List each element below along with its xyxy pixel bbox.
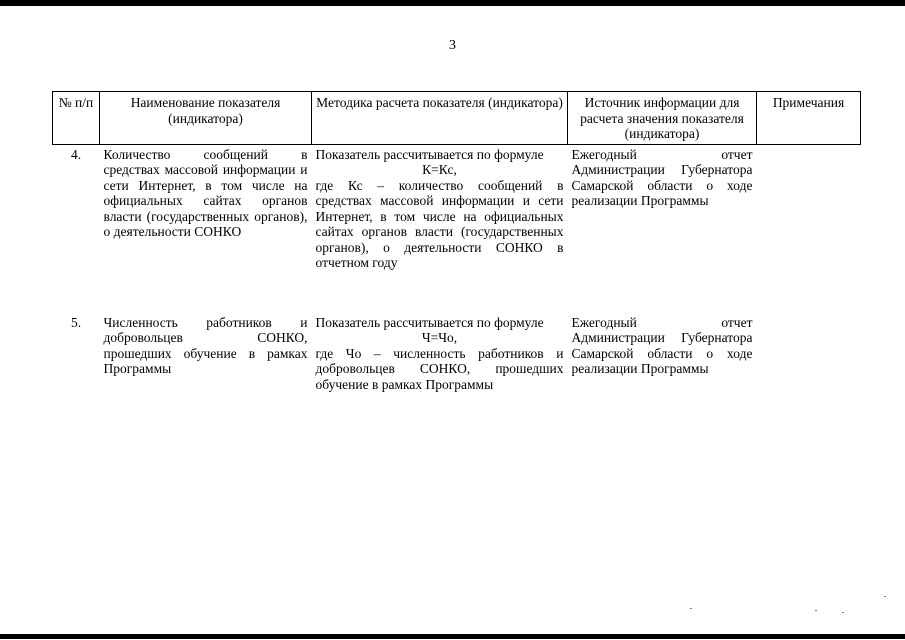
information-source: Ежегодный отчет Администрации Губернатора Самарской области о ходе реализации Программы (571, 146, 753, 208)
calculation-method (312, 144, 568, 315)
formula: Ч=Чо, (421, 330, 458, 345)
notes (757, 315, 861, 393)
scan-speck (690, 608, 692, 609)
indicator-name: Количество сообщений в средствах массовой информации и сети Интернет, в том числе на официальных сайтах органов власти (государственных органов), о деятельности СОНКО (103, 146, 308, 239)
method-intro: Показатель рассчитывается по формуле (315, 146, 544, 162)
table-row (53, 144, 861, 315)
scan-speck (884, 596, 886, 597)
top-border-line (0, 0, 905, 6)
bottom-border-line (0, 634, 905, 639)
notes (757, 144, 861, 315)
header-num: № п/п (53, 92, 100, 145)
method-description: где Чо – численность работников и добровольцев СОНКО, прошедших обучение в рамках Программы (315, 345, 564, 392)
formula: К=Кс, (422, 162, 457, 177)
calculation-method (312, 315, 568, 393)
table-header-row (53, 92, 861, 145)
scan-speck (815, 610, 817, 611)
information-source: Ежегодный отчет Администрации Губернатора Самарской области о ходе реализации Программы (571, 314, 753, 376)
page-number: 3 (449, 38, 456, 53)
row-number: 5. (70, 314, 82, 330)
row-number: 4. (70, 146, 82, 162)
header-notes: Примечания (757, 92, 861, 145)
method-intro: Показатель рассчитывается по формуле (315, 314, 544, 330)
header-indicator-name: Наименование показателя (индикатора) (100, 92, 312, 145)
table-row (53, 315, 861, 393)
method-description: где Кс – количество сообщений в средствах массовой информации и сети Интернет, в том числе на официальных сайтах органов власти (государственных органов), о деятельности СОНКО в отчетном году (315, 177, 564, 270)
scan-speck (842, 612, 844, 613)
indicators-table (52, 91, 861, 392)
header-information-source: Источник информации для расчета значения показателя (индикатора) (568, 92, 757, 145)
indicator-name: Численность работников и добровольцев СОНКО, прошедших обучение в рамках Программы (103, 314, 308, 376)
header-calculation-method: Методика расчета показателя (индикатора) (312, 92, 568, 145)
